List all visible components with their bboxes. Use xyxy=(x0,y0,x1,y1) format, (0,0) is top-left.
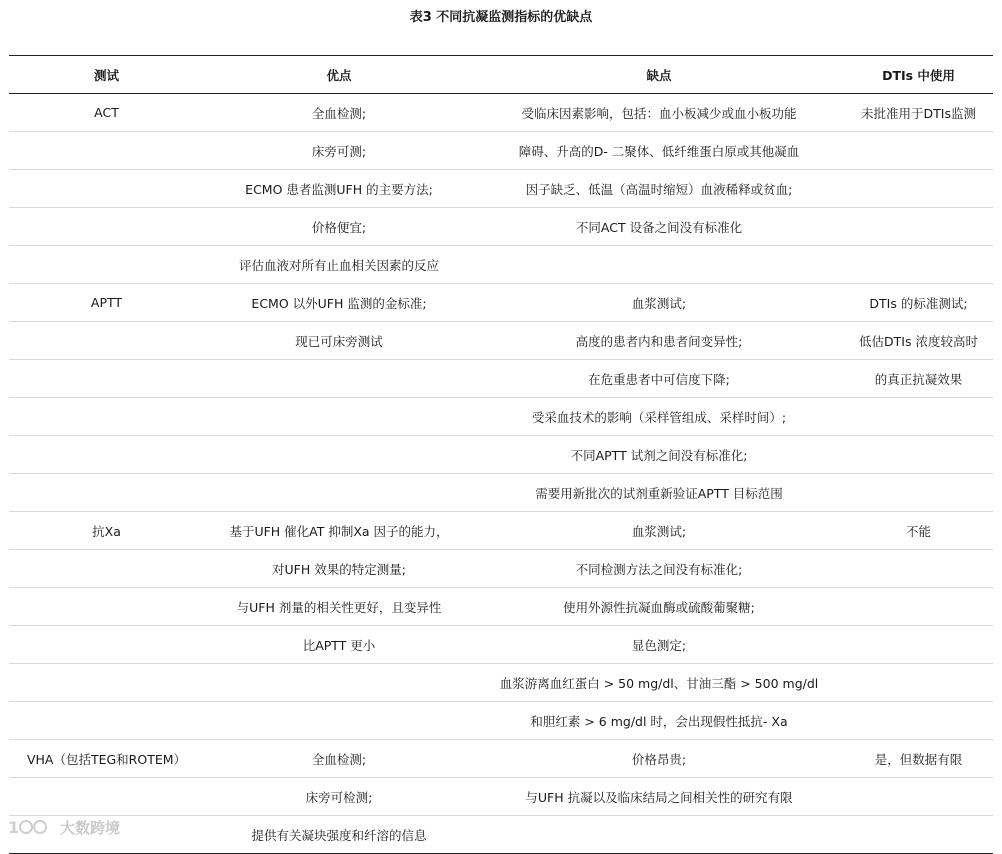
cell-disadvantage: 价格昂贵; xyxy=(631,751,687,767)
cell-dti-use: 未批准用于DTIs监测 xyxy=(861,105,976,121)
cell-test: 抗Ⅹa xyxy=(92,523,121,539)
cell-dti-use: 是，但数据有限 xyxy=(874,751,963,767)
cell-advantage: ECMO 以外UFH 监测的金标准; xyxy=(251,295,427,311)
cell-test xyxy=(9,664,204,701)
table-row xyxy=(9,360,993,398)
table-body xyxy=(9,94,993,853)
table-header-row xyxy=(9,56,993,94)
cell-test xyxy=(9,170,204,207)
table-row xyxy=(9,132,993,170)
cell-disadvantage: 需要用新批次的试剂重新验证APTT 目标范围 xyxy=(535,485,783,501)
cell-advantage xyxy=(204,360,474,397)
cell-test xyxy=(9,360,204,397)
table-row xyxy=(9,550,993,588)
cell-disadvantage: 血浆测试; xyxy=(631,523,687,539)
cell-advantage: 床旁可测; xyxy=(311,143,367,159)
cell-test xyxy=(9,626,204,663)
cell-test xyxy=(9,132,204,169)
cell-test xyxy=(9,436,204,473)
cell-dti-use: 低估DTIs 浓度较高时 xyxy=(859,333,978,349)
cell-dti-use xyxy=(844,132,993,169)
cell-test xyxy=(9,398,204,435)
cell-test xyxy=(9,208,204,245)
table-caption: 表3 不同抗凝监测指标的优缺点 xyxy=(409,10,593,25)
cell-dti-use xyxy=(844,664,993,701)
comparison-table xyxy=(9,55,993,854)
watermark-logo-icon xyxy=(8,816,54,838)
cell-disadvantage: 血浆游离血红蛋白 > 50 mg/dl、甘油三酯 > 500 mg/dl xyxy=(499,675,819,691)
table-row xyxy=(9,208,993,246)
header-test: 测试 xyxy=(93,67,119,83)
cell-dti-use xyxy=(844,778,993,815)
cell-advantage: 与UFH 剂量的相关性更好，且变异性 xyxy=(236,599,442,615)
cell-advantage: 评估血液对所有止血相关因素的反应 xyxy=(238,257,439,273)
cell-advantage: 提供有关凝块强度和纤溶的信息 xyxy=(251,827,427,843)
cell-advantage: 现已可床旁测试 xyxy=(295,333,383,349)
cell-disadvantage: 不同APTT 试剂之间没有标准化; xyxy=(570,447,748,463)
cell-advantage: 对UFH 效果的特定测量; xyxy=(272,561,406,577)
table-row xyxy=(9,284,993,322)
cell-dti-use xyxy=(844,398,993,435)
cell-disadvantage: 和胆红素 > 6 mg/dl 时，会出现假性抵抗- Ⅹa xyxy=(530,713,788,729)
cell-test xyxy=(9,550,204,587)
cell-disadvantage: 受临床因素影响，包括：血小板减少或血小板功能 xyxy=(521,105,797,121)
cell-advantage: 比APTT 更小 xyxy=(302,637,376,653)
cell-disadvantage: 血浆测试; xyxy=(631,295,687,311)
table-row xyxy=(9,94,993,132)
cell-dti-use xyxy=(844,588,993,625)
cell-disadvantage xyxy=(474,246,844,283)
cell-dti-use xyxy=(844,816,993,853)
cell-test: ACT xyxy=(94,105,119,120)
cell-test xyxy=(9,778,204,815)
table-row xyxy=(9,664,993,702)
watermark xyxy=(8,814,148,840)
table-row xyxy=(9,702,993,740)
cell-test xyxy=(9,588,204,625)
cell-dti-use xyxy=(844,208,993,245)
cell-dti-use xyxy=(844,474,993,511)
cell-advantage: 全血检测; xyxy=(311,751,367,767)
table-row xyxy=(9,322,993,360)
table-row xyxy=(9,474,993,512)
table-row xyxy=(9,588,993,626)
cell-test xyxy=(9,322,204,359)
cell-dti-use xyxy=(844,170,993,207)
cell-dti-use: 不能 xyxy=(905,523,931,539)
cell-test xyxy=(9,474,204,511)
cell-test xyxy=(9,246,204,283)
table-row xyxy=(9,626,993,664)
cell-advantage xyxy=(204,436,474,473)
table-row xyxy=(9,246,993,284)
cell-dti-use xyxy=(844,626,993,663)
table-row xyxy=(9,740,993,778)
cell-advantage xyxy=(204,474,474,511)
cell-advantage xyxy=(204,664,474,701)
cell-advantage: ECMO 患者监测UFH 的主要方法; xyxy=(245,181,433,197)
cell-test xyxy=(9,702,204,739)
cell-disadvantage: 因子缺乏、低温（高温时缩短）血液稀释或贫血; xyxy=(525,181,793,197)
cell-disadvantage: 显色测定; xyxy=(631,637,687,653)
cell-dti-use: DTIs 的标准测试; xyxy=(869,295,968,311)
header-disadvantages: 缺点 xyxy=(646,67,672,83)
table-row xyxy=(9,512,993,550)
table-row xyxy=(9,170,993,208)
cell-disadvantage: 在危重患者中可信度下降; xyxy=(588,371,730,387)
table-row xyxy=(9,816,993,853)
cell-dti-use xyxy=(844,246,993,283)
cell-dti-use: 的真正抗凝效果 xyxy=(874,371,963,387)
cell-advantage: 全血检测; xyxy=(311,105,367,121)
table-row xyxy=(9,436,993,474)
cell-advantage xyxy=(204,702,474,739)
cell-advantage: 床旁可检测; xyxy=(305,789,373,805)
cell-disadvantage: 不同检测方法之间没有标准化; xyxy=(575,561,743,577)
cell-disadvantage: 受采血技术的影响（采样管组成、采样时间）; xyxy=(531,409,787,425)
cell-disadvantage: 与UFH 抗凝以及临床结局之间相关性的研究有限 xyxy=(525,789,793,805)
cell-disadvantage xyxy=(474,816,844,853)
cell-disadvantage: 高度的患者内和患者间变异性; xyxy=(575,333,743,349)
table-row xyxy=(9,778,993,816)
cell-disadvantage: 障碍、升高的D- 二聚体、低纤维蛋白原或其他凝血 xyxy=(518,143,800,159)
table-row xyxy=(9,398,993,436)
cell-advantage: 基于UFH 催化AT 抑制Ⅹa 因子的能力， xyxy=(229,523,449,539)
svg-text:1: 1 xyxy=(8,818,20,837)
header-advantages: 优点 xyxy=(326,67,352,83)
cell-test: APTT xyxy=(90,295,123,310)
cell-dti-use xyxy=(844,550,993,587)
cell-disadvantage: 使用外源性抗凝血酶或硫酸葡聚糖; xyxy=(563,599,755,615)
cell-disadvantage: 不同ACT 设备之间没有标准化 xyxy=(575,219,743,235)
header-dti-use: DTIs 中使用 xyxy=(882,67,955,83)
cell-test: VHA（包括TEG和ROTEM） xyxy=(26,751,187,767)
watermark-text: 大数跨境 xyxy=(60,818,121,837)
cell-advantage xyxy=(204,398,474,435)
cell-dti-use xyxy=(844,436,993,473)
cell-dti-use xyxy=(844,702,993,739)
cell-advantage: 价格便宜; xyxy=(311,219,367,235)
